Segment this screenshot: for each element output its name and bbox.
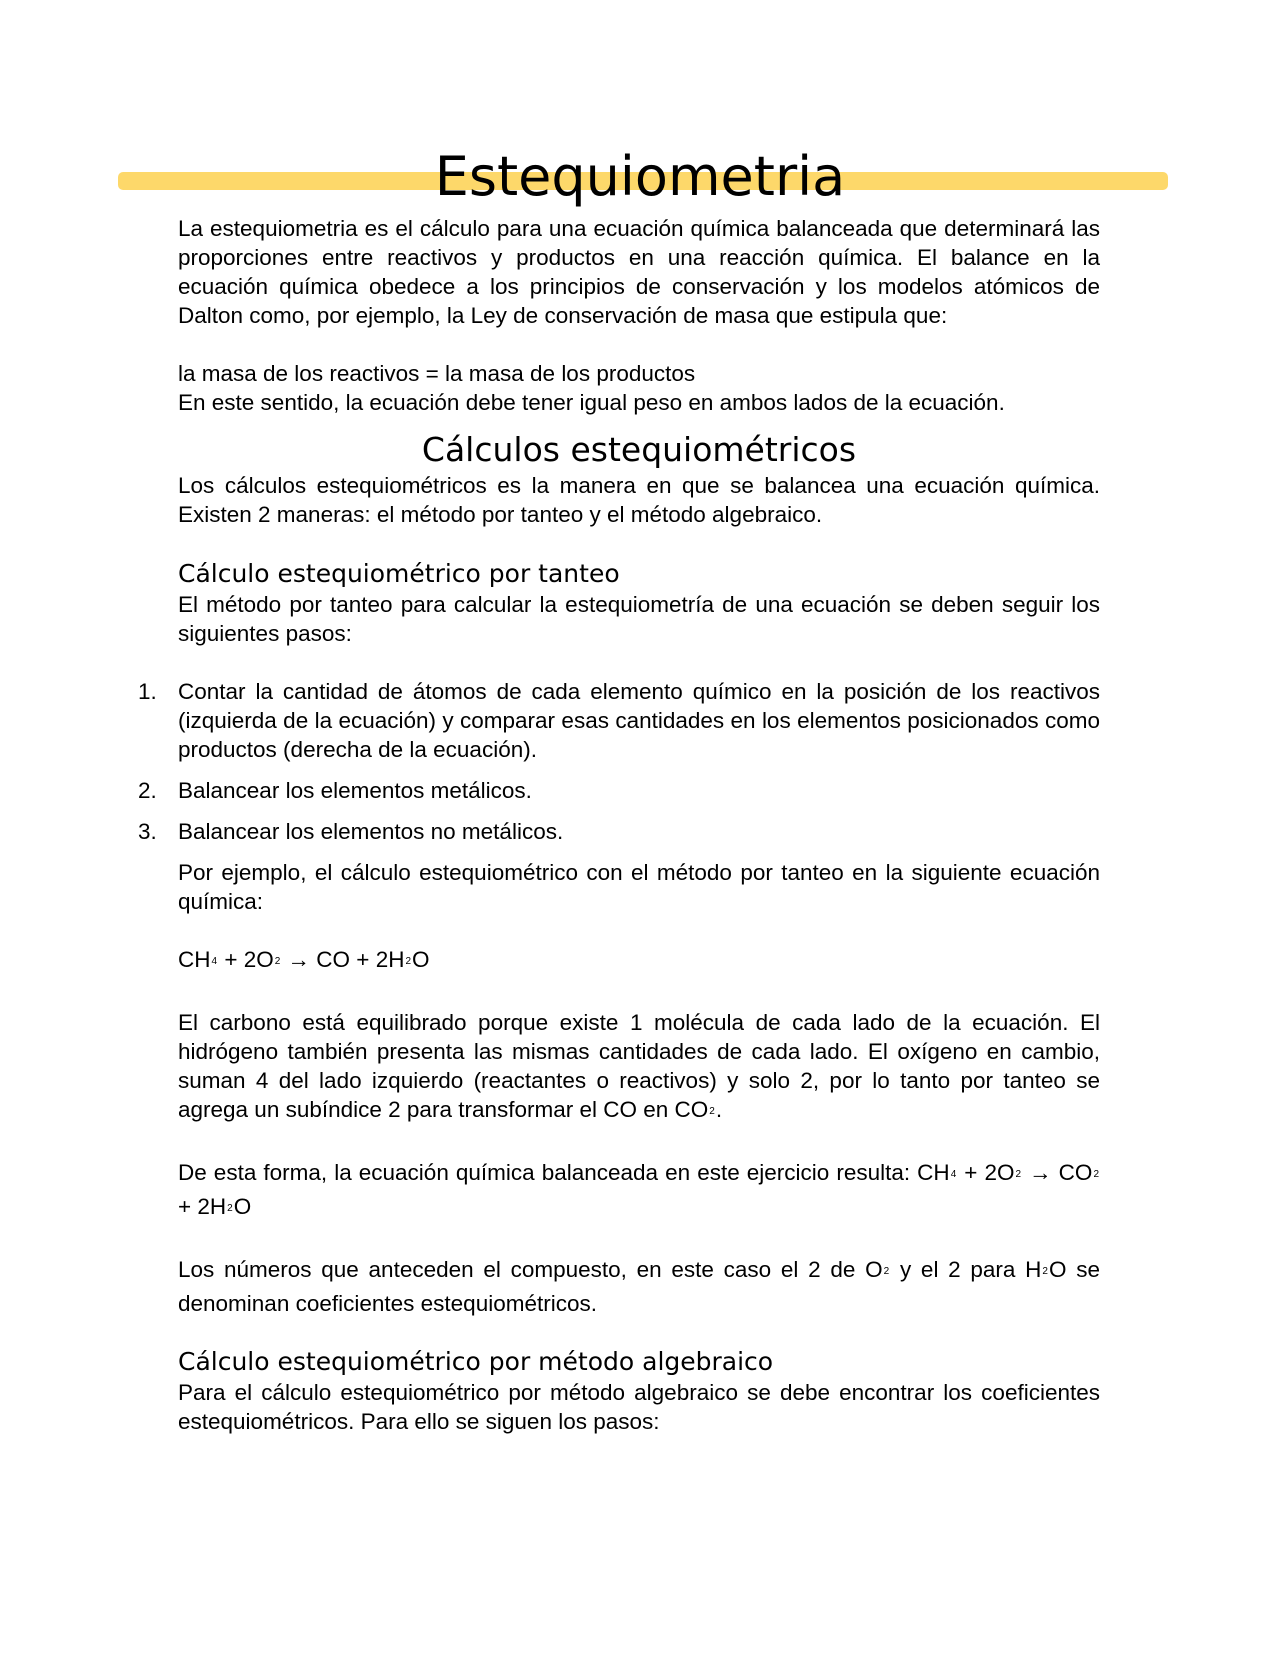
balanced-result-paragraph: De esta forma, la ecuación química balanceada en este ejercicio resulta: $CH_4 + 2O_2 \to CO_2 + 2H_2O$ — [178, 1160, 1099, 1219]
list-item-text: Balancear los elementos no metálicos. — [178, 819, 564, 844]
list-number: 3. — [138, 819, 157, 844]
list-item — [138, 817, 1100, 846]
list-item — [138, 776, 1100, 805]
intro-conclusion: En este sentido, la ecuación debe tener igual peso en ambos lados de la ecuación. — [178, 390, 1005, 415]
list-number: 2. — [138, 778, 157, 803]
tanteo-paragraph: El método por tanteo para calcular la estequiometría de una ecuación se deben seguir los siguientes pasos: — [178, 592, 1100, 646]
list-number: 1. — [138, 679, 157, 704]
document-title: Estequiometria — [434, 145, 846, 208]
document-body — [138, 214, 1100, 1436]
list-item — [138, 677, 1100, 764]
heading-algebraico: Cálculo estequiométrico por método algebraico — [178, 1347, 774, 1376]
algebraico-paragraph: Para el cálculo estequiométrico por método algebraico se debe encontrar los coeficientes estequiométricos. Para ello se siguen los pasos: — [178, 1380, 1100, 1434]
explanation-paragraph: El carbono está equilibrado porque existe 1 molécula de cada lado de la ecuación. El hidrógeno también presenta las mismas cantidades de cada lado. El oxígeno en cambio, suman 4 del lado izquierdo (reactantes o reactivos) y solo 2, por lo tanto por tanteo se agrega un subíndice 2 para transformar el CO en $CO_2$. — [178, 1010, 1100, 1122]
coefficients-paragraph: Los números que anteceden el compuesto, en este caso el 2 de $O_2$ y el 2 para $H_2O$ se denominan coeficientes estequiométricos. — [178, 1257, 1100, 1316]
heading-tanteo: Cálculo estequiométrico por tanteo — [178, 559, 620, 588]
list-item-text: Balancear los elementos metálicos. — [178, 778, 532, 803]
mass-conservation-law: la masa de los reactivos = la masa de los productos — [178, 361, 696, 386]
tanteo-steps-list — [138, 677, 1100, 846]
calculos-paragraph: Los cálculos estequiométricos es la manera en que se balancea una ecuación química. Existen 2 maneras: el método por tanteo y el método algebraico. — [178, 473, 1100, 527]
intro-paragraph: La estequiometria es el cálculo para una ecuación química balanceada que determinará las proporciones entre reactivos y productos en una reacción química. El balance en la ecuación química obedece a los principios de conservación y los modelos atómicos de Dalton como, por ejemplo, la Ley de conservación de masa que estipula que: — [178, 216, 1100, 328]
equation-unbalanced: $CH_4 + 2O_2$ → CO + $2H_2O$ — [178, 947, 430, 972]
list-item-text: Contar la cantidad de átomos de cada elemento químico en la posición de los reactivos (izquierda de la ecuación) y comparar esas cantidades en los elementos posicionados como productos (derecha de la ecuación). — [178, 679, 1100, 762]
example-intro: Por ejemplo, el cálculo estequiométrico con el método por tanteo en la siguiente ecuación química: — [178, 860, 1100, 914]
heading-calculos: Cálculos estequiométricos — [421, 430, 857, 469]
